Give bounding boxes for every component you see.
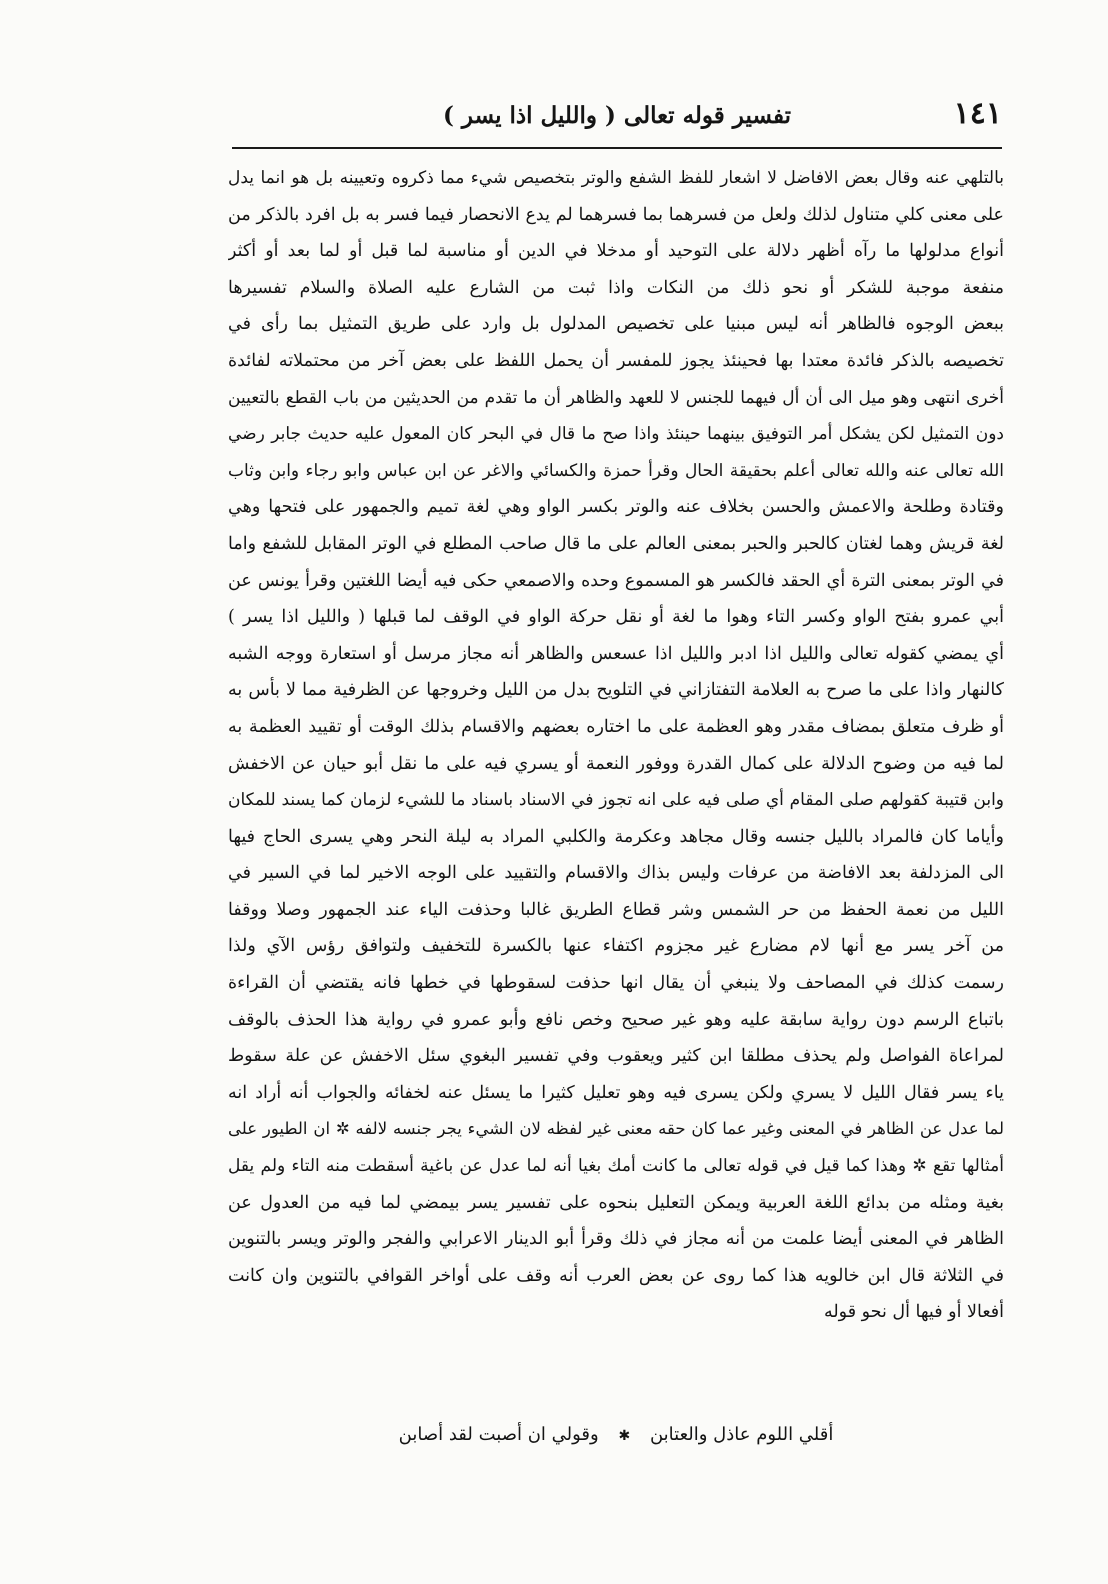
text-line: أنواع مدلولها ما رآه أظهر دلالة على التوحيد أو مدخلا في الدين أو مناسبة لما قبل أو لما بعد أو أكثر — [228, 241, 1004, 262]
text-line: لغة قريش وهما لغتان كالحبر والحبر بمعنى العالم على ما قال صاحب المطلع في الوتر المقابل للشفع واما — [228, 533, 1004, 554]
text-line: تخصيصه بالذكر فائدة معتدا بها فحينئذ يجوز للمفسر أن يحمل اللفظ على بعض آخر من محتملاته لفائدة — [228, 350, 1004, 371]
text-line: كالنهار واذا على ما صرح به العلامة التفتازاني في التلويح بدل من الليل وخروجها عن الظرفية مما لا بأس به — [228, 680, 1004, 701]
text-line: لما عدل عن الظاهر في المعنى وغير عما كان حقه معنى غير لفظه لان الشيء يجر جنسه لالفه ✲ ان الطيور على — [228, 1119, 1004, 1139]
text-line: الى المزدلفة بعد الافاضة من عرفات وليس بذاك والاقسام والتقييد على الوجه الاخير لما في السير في — [228, 863, 1004, 884]
text-line: أبي عمرو بفتح الواو وكسر التاء وهوا ما لغة أو نقل حركة الواو في الوقف لما قبلها ( والليل اذا يسر ) — [228, 607, 1004, 628]
text-line: في الثلاثة قال ابن خالويه هذا كما روى عن بعض العرب أنه وقف على أواخر القوافي بالتنوين وان كانت — [228, 1265, 1004, 1286]
main-text-block — [228, 160, 1004, 1331]
text-line: ببعض الوجوه فالظاهر أنه ليس مبنيا على تخصيص المدلول بل وارد على طريق التمثيل بما رأى في — [228, 314, 1004, 335]
text-line: الليل من نعمة الحفظ من حر الشمس وشر قطاع الطريق غالبا وحذفت الياء عند الجمهور وصلا ووقفا — [228, 899, 1004, 920]
poetry-verse — [228, 1415, 1004, 1455]
text-line: أمثالها تقع ✲ وهذا كما قيل في قوله تعالى ما كانت أمك بغيا أنه لما عدل عن باغية أسقطت منه التاء ولم يقل — [228, 1156, 1004, 1177]
text-line: أي يمضي كقوله تعالى والليل اذا ادبر والليل اذا عسعس والظاهر أنه مجاز مرسل أو استعارة ووجه الشبه — [228, 643, 1004, 664]
text-line: أفعالا أو فيها أل نحو قوله — [823, 1302, 1004, 1323]
text-line: في الوتر بمعنى الترة أي الحقد فالكسر هو المسموع وحده والاصمعي حكى فيه أيضا اللغتين وقرأ يونس عن — [228, 570, 1004, 591]
text-line: أو ظرف متعلق بمضاف مقدر وهو العظمة على ما اختاره بعضهم والاقسام بذلك الوقت أو تقييد العظمة به — [228, 716, 1004, 737]
page-number: ١٤١ — [953, 96, 1002, 131]
verse-hemistich-second: وقولي ان أصبت لقد أصابن — [398, 1424, 599, 1445]
text-line: منفعة موجبة للشكر أو نحو ذلك من النكات واذا ثبت من الشارع عليه الصلاة والسلام تفسيرها — [228, 277, 1004, 298]
verse-separator: ✱ — [618, 1428, 631, 1444]
text-line: بالتلهي عنه وقال بعض الافاضل لا اشعار للفظ الشفع والوتر بتخصيص شيء مما ذكروه وتعيينه بل هو انما يدل — [228, 168, 1004, 188]
verse-hemistich-first: أقلي اللوم عاذل والعتابن — [649, 1424, 834, 1445]
text-line: وقتادة وطلحة والاعمش والحسن بخلاف عنه والوتر بكسر الواو وهي لغة تميم والجمهور على فتحها وهي — [228, 497, 1004, 518]
text-line: ياء يسر فقال الليل لا يسري ولكن يسرى فيه وهو تعليل كثيرا ما يسئل عنه لخفائه والجواب أنه أراد انه — [228, 1082, 1004, 1103]
text-line: أخرى انتهى وهو ميل الى أن أل فيهما للجنس لا للعهد والظاهر أن ما تقدم من الحديثين من باب القطع بالتعيين — [228, 387, 1004, 408]
text-line: الظاهر في المعنى أيضا علمت من أنه مجاز في ذلك وقرأ أبو الدينار الاعرابي والفجر والوتر ويسر بالتنوين — [228, 1229, 1004, 1250]
page-header — [232, 92, 1002, 144]
running-title: تفسير قوله تعالى ( والليل اذا يسر ) — [442, 102, 791, 129]
header-divider — [232, 147, 1002, 149]
text-line: رسمت كذلك في المصاحف ولا ينبغي أن يقال انها حذفت لسقوطها في خطها فانه يقتضي أن القراءة — [228, 973, 1004, 994]
text-line: لمراعاة الفواصل ولم يحذف مطلقا ابن كثير ويعقوب وفي تفسير البغوي سئل الاخفش عن علة سقوط — [228, 1046, 1004, 1067]
text-line: لما فيه من وضوح الدلالة على كمال القدرة ووفور النعمة أو يسري فيه على ما نقل أبو حيان عن الاخفش — [228, 753, 1004, 774]
text-line: باتباع الرسم دون رواية سابقة عليه وهو غير صحيح وخص نافع وأبو عمرو في رواية هذا الحذف بالوقف — [228, 1009, 1004, 1030]
text-line: دون التمثيل لكن يشكل أمر التوفيق بينهما حينئذ واذا صح ما قال في البحر كان المعول عليه حديث جابر رضي — [228, 424, 1004, 445]
text-line: بغية ومثله من بدائع اللغة العربية ويمكن التعليل بنحوه على تفسير يسر بيمضي لما فيه من العدول عن — [228, 1192, 1004, 1213]
text-line: من آخر يسر مع أنها لام مضارع غير مجزوم اكتفاء عنها بالكسرة للتخفيف ولتوافق رؤس الآي ولذا — [228, 936, 1004, 957]
text-line: وابن قتيبة كقولهم صلى المقام أي صلى فيه على انه تجوز في الاسناد باسناد ما للشيء لزمان كما يسند للمكان — [228, 790, 1004, 811]
text-line: الله تعالى عنه والله تعالى أعلم بحقيقة الحال وقرأ حمزة والكسائي والاغر عن ابن عباس وابو رجاء وابن وثاب — [228, 460, 1004, 481]
text-line: وأياما كان فالمراد بالليل جنسه وقال مجاهد وعكرمة والكلبي المراد به ليلة النحر وهي يسرى الحاج فيها — [228, 826, 1004, 847]
text-line: على معنى كلي متناول لذلك ولعل من فسرهما بما فسرهما لم يدع الانحصار فيما فسر به بل افرد بالذكر من — [228, 204, 1004, 225]
